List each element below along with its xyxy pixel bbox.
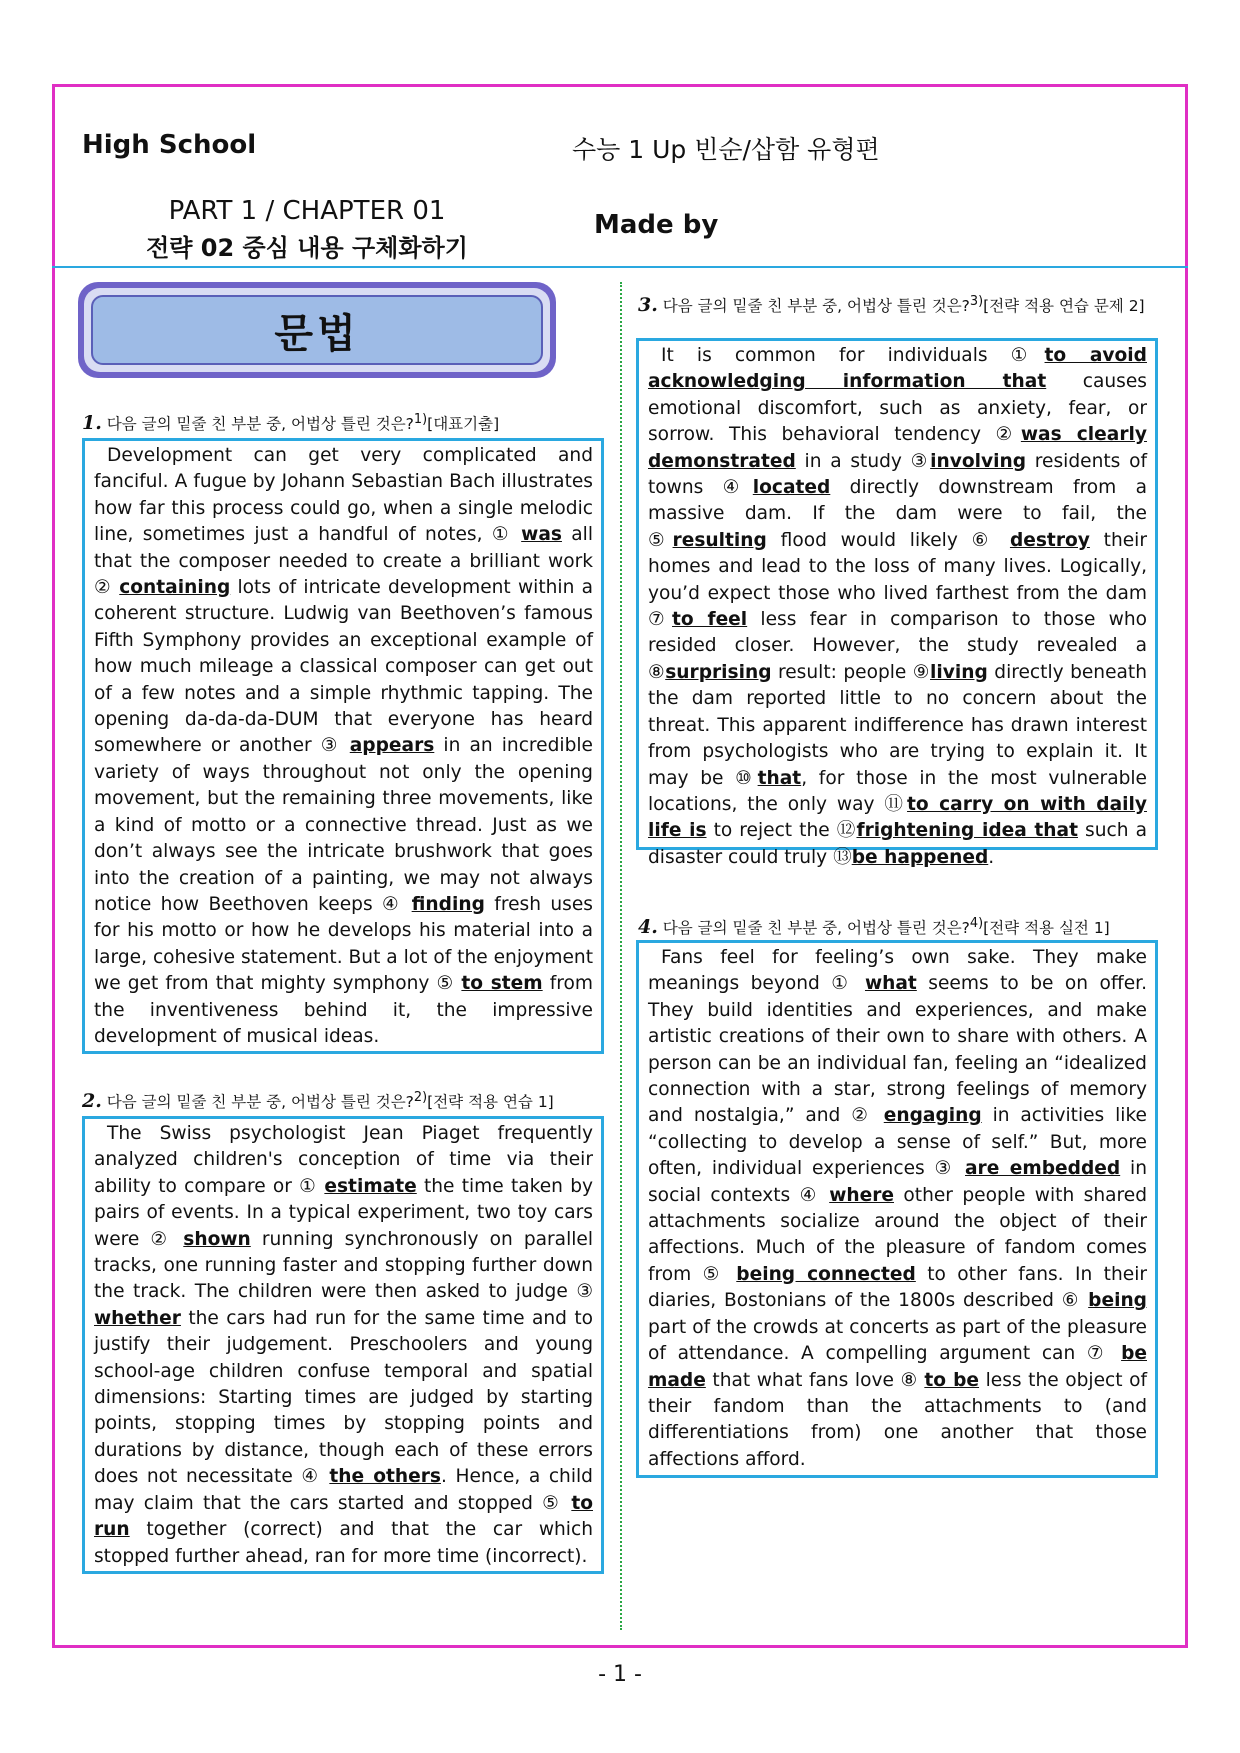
- underlined-choice: was clearly demonstrated: [648, 424, 1148, 472]
- passage-text: from the inventiveness behind it, the impressive development of musical ideas.: [94, 973, 594, 1047]
- passage-text: other people with shared attachments socialize around the object of their affections. Much of the pleasure of fandom comes from ⑤: [648, 1184, 1147, 1285]
- passage-text: that what fans love ⑧: [705, 1369, 925, 1391]
- underlined-choice: where: [829, 1184, 894, 1206]
- passage-text: such a disaster could truly ⑬: [648, 820, 1147, 868]
- passage-text: in a study ③: [795, 450, 931, 472]
- passage-text: Fans feel for feeling’s own sake. They make meanings beyond ①: [648, 947, 1147, 995]
- underlined-choice: whether: [94, 1307, 181, 1329]
- passage-text: .: [988, 846, 995, 868]
- question-source: [대표기출]: [427, 415, 500, 434]
- passage-text: the cars had run for the same time and to justify their judgement. Preschoolers and young school-age children confuse temporal and spatial dimensions: Starting times are judged by starting points, stopping times by stopping points and durations by distance, though each of these errors does not necessitate ④: [94, 1307, 593, 1488]
- question-passage-2: [82, 1116, 604, 1574]
- passage-text: residents of towns ④: [648, 450, 1147, 499]
- question-footnote: 2): [413, 1090, 428, 1105]
- passage-text: less fear in comparison to those who resided closer. However, the study revealed a ⑧: [648, 609, 1147, 683]
- question-prompt: 다음 글의 밑줄 친 부분 중, 어법상 틀린 것은?: [106, 1093, 414, 1112]
- question-title-3: [638, 292, 1168, 316]
- question-footnote: 3): [969, 294, 984, 309]
- underlined-choice: to carry on with daily life is: [648, 793, 1148, 842]
- passage-text: The Swiss psychologist Jean Piaget frequently analyzed children's conception of time via their ability to compare or ①: [94, 1123, 593, 1197]
- underlined-choice: was: [521, 524, 562, 546]
- passage-text: together (correct) and that the car which stopped further ahead, ran for more time (incorrect).: [94, 1519, 593, 1567]
- passage-text: directly downstream from a massive dam. If the dam were to fail, the ⑤: [648, 477, 1147, 551]
- question-source: [전략 적용 연습 1]: [427, 1093, 554, 1112]
- question-title-4: [638, 914, 1168, 938]
- underlined-choice: frightening idea that: [856, 820, 1078, 842]
- underlined-choice: destroy: [1009, 529, 1090, 551]
- passage-text: the time taken by pairs of events. In a typical experiment, two toy cars were ②: [94, 1175, 593, 1250]
- question-passage-3: [636, 338, 1158, 868]
- part-chapter: PART 1 / CHAPTER 01: [168, 196, 446, 226]
- passage-text: part of the crowds at concerts as part of the pleasure of attendance. A compelling argument can ⑦: [648, 1316, 1147, 1365]
- underlined-choice: containing: [119, 577, 231, 599]
- underlined-choice: involving: [930, 450, 1027, 472]
- strategy-title: 전략 02 중심 내용 구체화하기: [146, 234, 468, 262]
- underlined-choice: being connected: [736, 1263, 916, 1285]
- underlined-choice: located: [752, 477, 831, 499]
- passage-text: lots of intricate development within a coherent structure. Ludwig van Beethoven’s famous Fifth Symphony provides an exceptional example of how much mileage a classical composer can get out of a few notes and a simple rhythmic tapping. The opening da-da-da-DUM that everyone has heard somewhere or another ③: [94, 577, 593, 757]
- question-number: 4.: [638, 916, 658, 939]
- underlined-choice: to run: [94, 1492, 593, 1541]
- passage-text: Development can get very complicated and fanciful. A fugue by Johann Sebastian Bach illustrates how far this process could go, when a single melodic line, sometimes just a handful of notes, ①: [94, 445, 593, 546]
- column-divider: [620, 282, 622, 1630]
- passage-text: in an incredible variety of ways throughout not only the opening movement, but the remaining three movements, like a kind of motto or a connective thread. Just as we don’t always see the intricate brushwork that goes into the creation of a painting, we may not always notice how Beethoven keeps ④: [94, 735, 593, 915]
- underlined-choice: being: [1088, 1290, 1147, 1312]
- passage-text: flood would likely ⑥: [766, 529, 1010, 551]
- passage-text: It is common for individuals ①: [661, 345, 1045, 366]
- section-badge-frame: [84, 288, 550, 372]
- passage-text: directly beneath the dam reported little to no concern about the threat. This apparent indifference has drawn interest from psychologists who are trying to explain it. It may be ⑩: [648, 661, 1148, 789]
- question-source: [전략 적용 연습 문제 2]: [983, 297, 1145, 316]
- underlined-choice: to feel: [672, 609, 748, 631]
- passage-text: running synchronously on parallel tracks, one running faster and stopping further down the track. The children were then asked to judge ③: [94, 1228, 594, 1303]
- question-number: 3.: [638, 294, 658, 317]
- made-by: Made by: [594, 210, 719, 240]
- question-number: 1.: [82, 412, 102, 435]
- book-title: 수능 1 Up 빈순/삽함 유형편: [572, 135, 880, 164]
- question-footnote: 1): [413, 412, 428, 427]
- underlined-choice: that: [757, 767, 802, 789]
- passage-text: to reject the ⑫: [706, 820, 857, 842]
- question-prompt: 다음 글의 밑줄 친 부분 중, 어법상 틀린 것은?: [662, 297, 970, 316]
- question-footnote: 4): [969, 916, 984, 931]
- passage-text: fresh uses for his motto or how he develops his material into a large, cohesive statement. But a lot of the enjoyment we get from that mighty symphony ⑤: [94, 893, 593, 995]
- passage-text: in social contexts ④: [648, 1158, 1147, 1206]
- question-title-2: [82, 1088, 554, 1112]
- question-number: 2.: [82, 1090, 102, 1113]
- underlined-choice: be happened: [851, 846, 989, 868]
- underlined-choice: the others: [329, 1466, 441, 1488]
- header-divider: [52, 266, 1188, 268]
- underlined-choice: resulting: [672, 529, 767, 551]
- question-prompt: 다음 글의 밑줄 친 부분 중, 어법상 틀린 것은?: [662, 919, 970, 938]
- passage-text: causes emotional discomfort, such as anxiety, fear, or sorrow. This behavioral tendency ②: [648, 371, 1147, 446]
- question-title-1: [82, 410, 499, 434]
- underlined-choice: what: [864, 973, 917, 995]
- underlined-choice: to be: [924, 1369, 980, 1391]
- passage-text: all that the composer needed to create a brilliant work ②: [94, 524, 593, 599]
- section-badge: [78, 282, 556, 378]
- underlined-choice: surprising: [665, 661, 772, 683]
- underlined-choice: shown: [183, 1228, 251, 1250]
- underlined-choice: finding: [411, 893, 485, 915]
- underlined-choice: to stem: [461, 973, 543, 995]
- passage-text: . Hence, a child may claim that the cars started and stopped ⑤: [94, 1466, 593, 1514]
- passage-text: less the object of their fandom than the attachments to (and differentiations from) one another that those affections afford.: [648, 1369, 1148, 1470]
- underlined-choice: estimate: [324, 1175, 417, 1197]
- page-number: - 1 -: [598, 1662, 642, 1687]
- question-prompt: 다음 글의 밑줄 친 부분 중, 어법상 틀린 것은?: [106, 415, 414, 434]
- underlined-choice: are embedded: [965, 1158, 1121, 1180]
- passage-text: in activities like “collecting to develop a sense of self.” But, more often, individual experiences ③: [648, 1105, 1147, 1180]
- passage-text: result: people ⑨: [771, 661, 931, 683]
- underlined-choice: to avoid acknowledging information that: [648, 345, 1147, 393]
- underlined-choice: engaging: [883, 1105, 982, 1127]
- question-passage-4: [636, 940, 1158, 1478]
- underlined-choice: living: [930, 661, 988, 683]
- passage-text: seems to be on offer. They build identities and experiences, and make artistic creations of their own to share with others. A person can be an individual fan, feeling an “idealized connection with a star, strong feelings of memory and nostalgia,” and ②: [648, 973, 1148, 1127]
- passage-text: to other fans. In their diaries, Bostonians of the 1800s described ⑥: [648, 1263, 1147, 1312]
- question-passage-1: [82, 438, 604, 1054]
- underlined-choice: appears: [349, 735, 435, 757]
- underlined-choice: be made: [648, 1343, 1147, 1391]
- passage-text: , for those in the most vulnerable locations, the only way ⑪: [648, 767, 1148, 815]
- question-source: [전략 적용 실전 1]: [983, 919, 1110, 938]
- passage-text: their homes and lead to the loss of many lives. Logically, you’d expect those who lived farthest from the dam ⑦: [648, 529, 1147, 631]
- section-badge-label: 문법: [91, 295, 543, 365]
- school-label: High School: [82, 130, 257, 160]
